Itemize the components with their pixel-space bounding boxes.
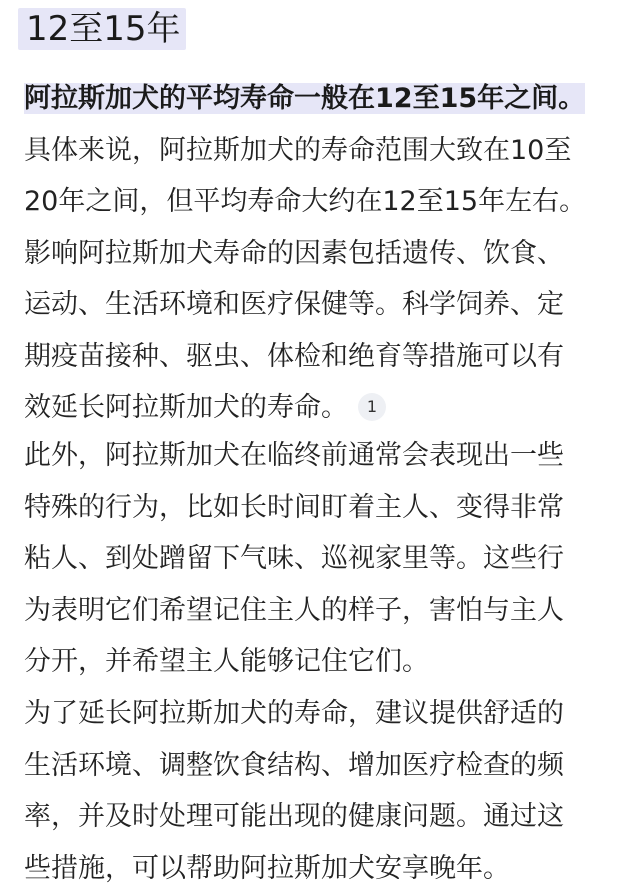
text-line: 生活环境、调整饮食结构、增加医疗检查的频 xyxy=(24,740,620,792)
text-line xyxy=(24,73,620,125)
text-line-content: 效延长阿拉斯加犬的寿命。 xyxy=(24,392,348,423)
citation-badge[interactable]: 1 xyxy=(358,393,386,421)
text-line: 粘人、到处蹭留下气味、巡视家里等。这些行 xyxy=(24,533,620,585)
text-line: 特殊的行为，比如长时间盯着主人、变得非常 xyxy=(24,482,620,534)
text-line: 些措施，可以帮助阿拉斯加犬安享晚年。 xyxy=(24,843,620,894)
text-line: 分开，并希望主人能够记住它们。 xyxy=(24,636,620,688)
paragraph-behavior xyxy=(24,430,620,688)
text-line: 此外，阿拉斯加犬在临终前通常会表现出一些 xyxy=(24,430,620,482)
text-line: 为了延长阿拉斯加犬的寿命，建议提供舒适的 xyxy=(24,688,620,740)
text-line xyxy=(24,382,620,434)
text-line: 运动、生活环境和医疗保健等。科学饲养、定 xyxy=(24,279,620,331)
highlighted-answer: 阿拉斯加犬的平均寿命一般在12至15年之间。 xyxy=(24,83,585,114)
paragraph-summary xyxy=(24,73,620,434)
text-line: 期疫苗接种、驱虫、体检和绝育等措施可以有 xyxy=(24,331,620,383)
text-line: 20年之间，但平均寿命大约在12至15年左右。 xyxy=(24,176,620,228)
answer-heading: 12至15年 xyxy=(18,8,186,50)
text-line: 影响阿拉斯加犬寿命的因素包括遗传、饮食、 xyxy=(24,228,620,280)
text-line: 率，并及时处理可能出现的健康问题。通过这 xyxy=(24,791,620,843)
paragraph-advice xyxy=(24,688,620,894)
text-line: 为表明它们希望记住主人的样子，害怕与主人 xyxy=(24,585,620,637)
text-line: 具体来说，阿拉斯加犬的寿命范围大致在10至 xyxy=(24,125,620,177)
